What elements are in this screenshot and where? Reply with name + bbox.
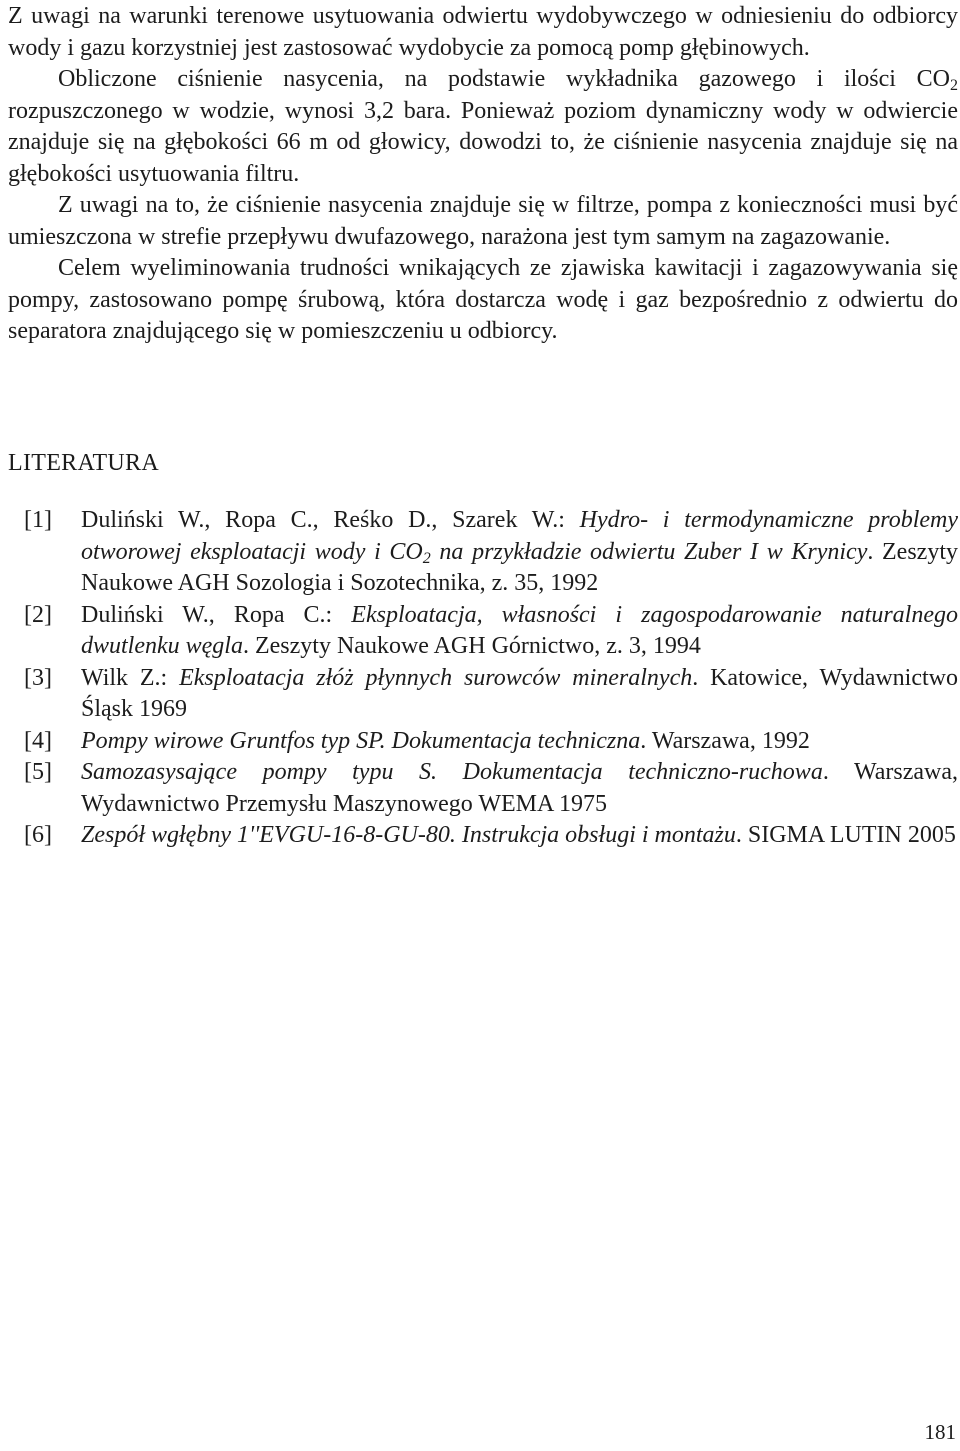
reference-number: [6]: [24, 822, 52, 848]
reference-number: [5]: [24, 759, 52, 785]
reference-source: . SIGMA LUTIN 2005: [735, 822, 956, 848]
reference-title: Zespół wgłębny 1''EVGU-16-8-GU-80. Instrukcja obsługi i montażu: [81, 822, 736, 848]
reference-source: . Warszawa, 1992: [640, 727, 810, 754]
reference-list: [8, 505, 958, 852]
co2-subscript: 2: [950, 77, 958, 94]
section-heading-literatura: LITERATURA: [8, 450, 159, 476]
paragraph-1: Z uwagi na warunki terenowe usytuowania odwiertu wydobywczego w odniesieniu do odbiorcy wody i gazu korzystniej jest zastosować wydobycie za pomocą pomp głębinowych.: [8, 3, 958, 61]
reference-item: [8, 726, 958, 758]
page-number: 181: [924, 1420, 956, 1444]
reference-item: [8, 663, 958, 726]
reference-authors: Duliński W., Ropa C.:: [81, 601, 352, 628]
co2-subscript: 2: [422, 549, 431, 567]
paragraph-4: Celem wyeliminowania trudności wnikających ze zjawiska kawitacji i zagazowywania się pompy, zastosowano pompę śrubową, która dostarcza wodę i gaz bezpośrednio z odwiertu do separatora znajdującego się w pomieszczeniu u odbiorcy.: [8, 255, 958, 344]
reference-item: [8, 757, 958, 820]
reference-authors: Duliński W., Ropa C., Reśko D., Szarek W.:: [81, 507, 580, 533]
reference-title: Eksploatacja złóż płynnych surowców mineralnych: [179, 664, 693, 691]
reference-source: . Zeszyty Naukowe AGH Sozologia i Sozotechnika, z. 35, 1992: [81, 538, 958, 596]
reference-title-a: Hydro- i termodynamiczne problemy otworowej eksploatacji wody i CO: [81, 507, 959, 565]
reference-item: [8, 600, 958, 663]
reference-item: [8, 505, 958, 600]
reference-authors: Wilk Z.:: [81, 664, 180, 691]
body-text: [8, 0, 958, 348]
document-page: [8, 0, 959, 848]
reference-source: . Zeszyty Naukowe AGH Górnictwo, z. 3, 1994: [242, 633, 701, 659]
reference-item: [8, 820, 958, 852]
reference-number: [4]: [24, 727, 52, 754]
paragraph-2-text-a: Obliczone ciśnienie nasycenia, na podstawie wykładnika gazowego i ilości CO: [58, 66, 950, 92]
paragraph-2-text-b: rozpuszczonego w wodzie, wynosi 3,2 bara. Ponieważ poziom dynamiczny wody w odwiercie znajduje się na głębokości 66 m od głowicy, dowodzi to, że ciśnienie nasycenia znajduje się na głębokości usytuowania filtru.: [8, 97, 958, 187]
reference-number: [3]: [24, 664, 52, 691]
reference-number: [2]: [24, 601, 52, 628]
reference-title: Pompy wirowe Gruntfos typ SP. Dokumentacja techniczna: [81, 727, 641, 754]
reference-number: [1]: [24, 507, 52, 533]
reference-title: Samozasysające pompy typu S. Dokumentacja techniczno-ruchowa: [81, 759, 823, 785]
reference-source: . Katowice, Wydawnictwo Śląsk 1969: [81, 664, 958, 722]
reference-source: . Warszawa, Wydawnictwo Przemysłu Maszynowego WEMA 1975: [81, 759, 958, 817]
reference-title: Eksploatacja, własności i zagospodarowanie naturalnego dwutlenku węgla: [81, 601, 958, 659]
paragraph-3: Z uwagi na to, że ciśnienie nasycenia znajduje się w filtrze, pompa z konieczności musi być umieszczona w strefie przepływu dwufazowego, narażona jest tym samym na zagazowanie.: [8, 192, 958, 250]
paragraph-2: [8, 64, 958, 190]
reference-title-b: na przykładzie odwiertu Zuber I w Krynicy: [430, 538, 868, 565]
